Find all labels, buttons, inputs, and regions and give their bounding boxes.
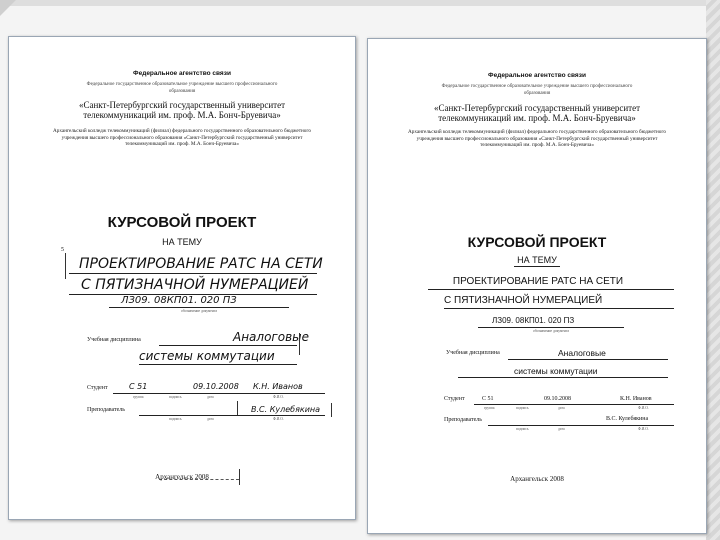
code-caption: обозначение документа (180, 309, 218, 313)
discipline-underline-1 (159, 345, 297, 346)
discipline-line-1: Аналоговые (558, 348, 606, 358)
code-underline (109, 307, 289, 308)
caption-group: группа (484, 406, 495, 410)
document-code: ЛЗ09. 08КП01. 020 ПЗ (492, 316, 575, 325)
topic-underline-1 (69, 273, 317, 274)
na-temu: НА ТЕМУ (162, 237, 202, 247)
discipline-underline-1 (508, 359, 668, 360)
student-underline (113, 393, 325, 394)
caption-date: дата (207, 395, 214, 399)
caption-fio: Ф.И.О. (638, 406, 649, 410)
institution-type: Федеральное государственное образовательное учреждение высшего профессионального образования (86, 82, 278, 94)
student-group: С 51 (482, 396, 494, 402)
teacher-underline (139, 415, 325, 416)
discipline-label: Учебная дисциплина (446, 350, 500, 356)
student-label: Студент (87, 385, 108, 391)
caption-date: дата (558, 406, 565, 410)
top-edge (0, 0, 720, 6)
dimension-label: 5 (61, 247, 64, 253)
teacher-name: В.С. Кулебякина (251, 405, 321, 414)
title-page-annotated (8, 36, 356, 520)
title-page-clean (367, 38, 707, 534)
document-title: КУРСОВОЙ ПРОЕКТ (107, 214, 257, 231)
na-temu-underline (514, 266, 560, 267)
discipline-label: Учебная дисциплина (87, 337, 141, 343)
topic-underline-1 (428, 289, 674, 290)
caption-fio: Ф.И.О. (273, 417, 284, 421)
caption-sign: подпись (169, 395, 182, 399)
university-name: «Санкт-Петербургский государственный университет телекоммуникаций им. проф. М.А. Бонч-Бруевича» (78, 100, 286, 120)
code-underline (478, 327, 624, 328)
discipline-underline-2 (458, 377, 668, 378)
teacher-underline (488, 425, 674, 426)
caption-sign: подпись (516, 406, 529, 410)
dimension-tick (237, 401, 238, 415)
student-date: 09.10.2008 (193, 382, 239, 391)
dimension-tick (65, 253, 66, 279)
footer-city-year: Архангельск 2008 (510, 475, 564, 483)
topic-line-2: С ПЯТИЗНАЧНОЙ НУМЕРАЦИЕЙ (444, 295, 603, 306)
teacher-label: Преподаватель (87, 407, 126, 413)
discipline-line-1: Аналоговые (233, 330, 309, 344)
college-name: Архангельский колледж телекоммуникаций (филиал) федерального государственного образовательного бюджетного учреждения высшего профессионального образования «Санкт-Петербургский государственный университет телекоммуникаций им. проф. М.А. Бонч-Бруевича» (53, 128, 311, 148)
footer-city-year: Архангельск 2008 (155, 473, 209, 481)
caption-sign: подпись (516, 427, 529, 431)
caption-sign: подпись (169, 417, 182, 421)
caption-date: дата (207, 417, 214, 421)
college-name: Архангельский колледж телекоммуникаций (филиал) федерального государственного образовательного бюджетного учреждения высшего профессионального образования «Санкт-Петербургский государственный университет телекоммуникаций им. проф. М.А. Бонч-Бруевича» (408, 129, 666, 149)
student-label: Студент (444, 396, 465, 402)
student-group: С 51 (129, 382, 148, 391)
caption-date: дата (558, 427, 565, 431)
topic-underline-2 (444, 308, 674, 309)
university-name: «Санкт-Петербургский государственный университет телекоммуникаций им. проф. М.А. Бонч-Бруевича» (433, 103, 641, 123)
na-temu: НА ТЕМУ (517, 255, 557, 265)
caption-group: группа (133, 395, 144, 399)
teacher-name: В.С. Кулебякина (606, 416, 649, 422)
code-caption: обозначение документа (532, 329, 570, 333)
topic-line-1: ПРОЕКТИРОВАНИЕ РАТС НА СЕТИ (79, 256, 323, 272)
student-name: К.Н. Иванов (253, 382, 303, 391)
institution-type: Федеральное государственное образовательное учреждение высшего профессионального образования (441, 84, 633, 96)
student-underline (474, 404, 674, 405)
agency-name: Федеральное агентство связи (133, 70, 231, 77)
discipline-line-2: системы коммутации (139, 349, 275, 363)
agency-name: Федеральное агентство связи (488, 72, 586, 79)
topic-line-2: С ПЯТИЗНАЧНОЙ НУМЕРАЦИЕЙ (81, 277, 309, 293)
caption-fio: Ф.И.О. (273, 395, 284, 399)
dimension-tick (331, 403, 332, 417)
discipline-line-2: системы коммутации (514, 366, 598, 376)
student-date: 09.10.2008 (544, 396, 571, 402)
document-title: КУРСОВОЙ ПРОЕКТ (467, 234, 607, 250)
student-name: К.Н. Иванов (620, 396, 652, 402)
discipline-underline-2 (139, 364, 297, 365)
corner-decoration (0, 0, 16, 16)
caption-fio: Ф.И.О. (638, 427, 649, 431)
document-code: ЛЗ09. 08КП01. 020 ПЗ (121, 295, 237, 306)
topic-line-1: ПРОЕКТИРОВАНИЕ РАТС НА СЕТИ (452, 276, 624, 287)
teacher-label: Преподаватель (444, 417, 483, 423)
side-decoration-bar (706, 0, 720, 540)
dimension-tick (299, 333, 300, 355)
